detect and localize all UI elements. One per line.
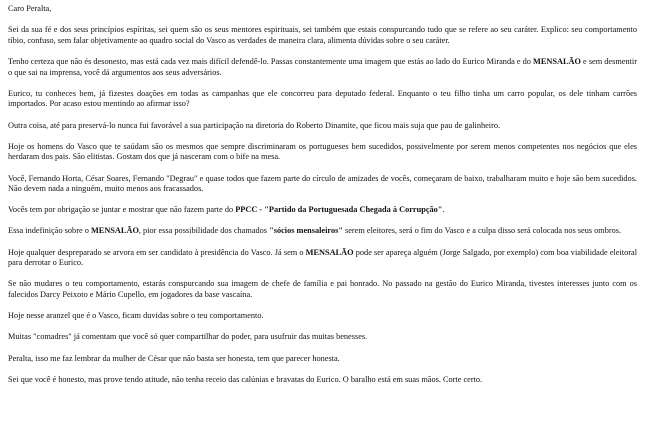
paragraph-text: pode ser apareça alguém (Jorge Salgado, por exemplo) com boa viabilidade eleitoral para derrotar o Eurico. (8, 247, 637, 268)
paragraph-text: serem eleitores, será o fim do Vasco e a culpa disso será colocada nos seus ombros. (342, 226, 622, 236)
paragraph-text: Essa indefinição sobre o (8, 226, 91, 236)
ppcc-bold: PPCC - "Partido da Portuguesada Chegada à Corrupção" (235, 205, 443, 215)
paragraph-text: Hoje qualquer despreparado se arvora em ser candidato à presidência do Vasco. Já sem o (8, 247, 306, 257)
paragraph-dinamite: Outra coisa, até para preservá-lo nunca fui favorável a sua participação na diretoria do Roberto Dinamite, que ficou mais suja que pau de galinheiro. (8, 120, 501, 130)
mensalao-bold: MENSALÃO (90, 226, 139, 236)
paragraph-text: Tenho certeza que não és desonesto, mas está cada vez mais difícil defendê-lo. Passas constantemente uma imagem que estás ao lado do Eurico Miranda e do (8, 56, 534, 66)
paragraph-indefinition (8, 226, 637, 237)
paragraph-text: Vocês tem por obrigação se juntar e mostrar que não fazem parte do (8, 205, 236, 215)
paragraph-text: , pior essa possibilidade dos chamados (138, 226, 270, 236)
paragraph-comadres: Muitas "comadres" já comentam que você só quer compartilhar do poder, para usufruir das muitas benesses. (8, 332, 368, 342)
paragraph-candidate (8, 248, 637, 269)
paragraph-honesty (8, 57, 637, 78)
paragraph-aranzel: Hoje nesse aranzel que é o Vasco, ficam duvidas sobre o teu comportamento. (8, 311, 264, 321)
paragraph-elitists: Hoje os homens do Vasco que te saúdam são os mesmos que sempre discriminaram os portugueses bem sucedidos, possivelmente por serem menos competentes nos negócios que eles herdaram dos pais. São elitistas. Gostam dos que já nasceram com o bife na mesa. (8, 141, 637, 162)
paragraph-character: Sei da sua fé e dos seus princípios espíritas, sei quem são os seus mentores espirituais, sei também que estais conspurcando tudo que se refere ao seu caráter. Explico: seu comportamento tíbio, confuso, sem falar objetivamente ao quadro social do Vasco as verdades de maneira clara, alimenta dúvidas sobre o seu caráter. (8, 25, 637, 45)
paragraph-behavior: Se não mudares o teu comportamento, estarás conspurcando sua imagem de chefe de família e pai honrado. No passado na gestão do Eurico Miranda, tivestes interesses junto com os falecidos Darcy Peixoto e Mário Cupello, em jogadores da base vascaína. (8, 279, 637, 300)
paragraph-closing: Sei que você é honesto, mas prove tendo atitude, não tenha receio das calúnias e bravatas do Eurico. O baralho está em suas mãos. Corte certo. (8, 374, 483, 384)
paragraph-text: e sem desmentir o que sai na imprensa, você dá argumentos aos seus adversários. (8, 56, 637, 77)
paragraph-cesar: Peralta, isso me faz lembrar da mulher de César que não basta ser honesta, tem que parecer honesta. (8, 353, 340, 363)
paragraph-eurico: Eurico, tu conheces bem, já fizestes doações em todas as campanhas que ele concorreu para deputado federal. Enquanto o teu filho tinha um carro popular, os dele tinham carrões importados. Por acaso estou mentindo ao afirmar isso? (8, 88, 637, 109)
paragraph-ppcc (8, 205, 637, 216)
paragraph-text: . (442, 205, 445, 215)
salutation: Caro Peralta, (8, 4, 52, 13)
mensalao-bold: MENSALÃO (533, 56, 581, 66)
mensalao-bold: MENSALÃO (305, 247, 354, 257)
paragraph-friends: Você, Fernando Horta, César Soares, Fernando "Degrau" e quase todos que fazem parte do círculo de amizades de vocês, começaram de baixo, trabalharam muito e hoje são bem sucedidos. Não devem nada a ninguém, muito menos aos fracassados. (8, 173, 637, 194)
socios-mensaleiros-bold: "sócios mensaleiros" (269, 226, 343, 236)
